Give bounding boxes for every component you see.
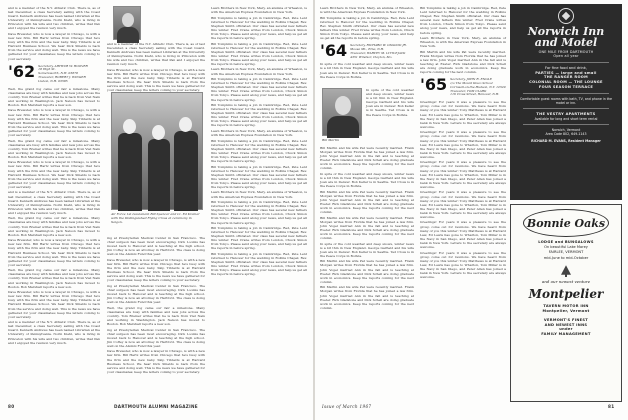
ad-line: For fine food and drink, — [545, 65, 587, 70]
portrait-photo — [322, 88, 362, 136]
column-text: Dave Brewster, who is now a lawyer in Chicago, is with a new law firm. Bill Hartz writes from Chicago that he's busy with the firm and the new baby. Skip Tibbetts is at Harvard Business School. We hear Dick Shields is back from the service and doing well. This is the news we have gathered for your classmates; keep the letters coming to your secretary. — [8, 160, 100, 189]
brand-name-2: Montpelier — [528, 287, 604, 302]
column-text: Bill Martin and his wife Pat were recently married. Frank Morgan writes from Florida that he has joined a law firm. John Vogel married Ann in the fall and is teaching at Exeter. Rick Gladstone and Dick Schell are doing graduate work in economics. Keep the reports coming for the next column. — [320, 285, 414, 310]
column-text: Bill Tompkins is taking a job in Cambridge. Red, Pete Lent returned to Hanover for the wedding in Rollins Chapel; Rev. Stephen Smith officiated. Our class has several new fathers this winter. Fred Crane writes from London, Chuck Simon from Tokyo. Please send along your news, and help us get all the reports in before spring. — [211, 77, 307, 102]
brand-name: Bonnie Oaks — [526, 216, 606, 230]
column-text: Well, the grand fog came our fair a milestone. Many classmates are busy with families and new jobs across the country. Tom Bremer writes that he is back from Viet Nam and working in Washington. Jack Nelson has moved to Boston. Bob Marshall reports a new son. — [8, 138, 100, 159]
magazine-title: DARTMOUTH ALUMNI MAGAZINE — [114, 404, 198, 409]
column-text: and is a member of the N.Y. Athletic Club. There is, as of last December, a class Secretary sailing with the Coast Guard. Kenneth Andrews has been named Librarian at the University of Pennsylvania. Norm Kiehl, who is living in Princeton with his wife and two children, writes that Pan and I enjoyed the reunion very much. — [8, 320, 100, 345]
portrait-photo — [113, 6, 141, 40]
column-text: Bill Martin and his wife Pat were recently married. Frank Morgan writes from Florida that he has joined a law firm. John Vogel married Ann in the fall and is teaching at Exeter. Rick Gladstone and Dick Schell are doing graduate work in economics. Keep the reports coming for the next column. — [320, 189, 414, 215]
class-officers: Secretary, RICHARD W. OSGOOD JR. Moose Mt., Etna, N.H. Treasurer, HARVEY M. LITTLEJACK 4351 Windsor, Clayton, Mo. — [350, 43, 407, 59]
ad-line: On beautiful Lake Morey FAIRLEE, VERMONT — [544, 244, 588, 254]
ad-line: mid-June to mid-October — [543, 256, 589, 261]
column-text: Bill Tompkins is taking a job in Cambridge. Red, Pete Lent returned to Hanover for the wedding in Rollins Chapel; Rev. Stephen Smith officiated. Our class has several new fathers this winter. Fred Crane writes from London, Chuck Simon from Tokyo. Please send along your news, and help us get all the reports in before spring. — [211, 138, 307, 164]
ad-line: VERMONT'S FINEST AND NEWEST INNS under FAMILY MANAGEMENT — [541, 317, 591, 337]
bonnie-oaks-ad[interactable] — [510, 204, 622, 402]
norwich-inn-ad[interactable] — [510, 4, 622, 200]
class-year: '64 — [320, 41, 348, 61]
issue-line: Issue of March 1967 — [322, 404, 372, 409]
brand-logo — [523, 209, 609, 237]
column-4-beside-photo — [366, 88, 414, 144]
column-text: Bill Tompkins is taking a job in Cambridge. Red, Pete Lent returned to Hanover for the wedding in Rollins Chapel; Rev. Stephen Smith officiated. Our class has several new fathers this winter. Fred Crane writes from London, Chuck Simon from Tokyo. Please send along your news, and help us get all the reports in before spring. — [211, 15, 307, 41]
column-text: Well, the grand fog came our fair a milestone. Many classmates are busy with families and new jobs across the country. Tom Bremer writes that he is back from Viet Nam and working in Washington. Jack Nelson has moved to Boston. Bob Marshall reports a new son. — [8, 216, 100, 237]
column-text: Dave Brewster, who is now a lawyer in Chicago, is with a new law firm. Bill Hartz writes from Chicago that he's busy with the firm and the new baby. Skip Tibbetts is at Harvard Business School. We hear Dick Shields is back from the service and doing well. This is the news we have gathered for your classmates; keep the letters coming to your secretary. — [8, 108, 100, 138]
column-text: Lawn Brothers in New York, Mary, an alumna of Wheaton, is with the American Express Foundation in New York. — [211, 67, 307, 76]
column-text: and is a member of the N.Y. Athletic Club. There is, as of last December, a class Secretary sailing with the Coast Guard. Kenneth Andrews has been named Librarian at the University of Pennsylvania. Norm Kiehl, who is living in Princeton with his wife and two children, writes that Pan and I enjoyed the reunion very much. — [107, 42, 205, 67]
column-text: Bill Martin and his wife Pat were recently married. Frank Morgan writes from Florida that he has joined a law firm. John Vogel married Ann in the fall and is teaching at Exeter. Rick Gladstone and Dick Schell are doing graduate work in economics. Keep the reports coming for the next column. — [320, 215, 414, 241]
class-header-64 — [320, 43, 414, 59]
column-text: Bill Martin and his wife Pat were recently married. Frank Morgan writes from Florida that he has joined a law firm. John Vogel married Ann in the fall and is teaching at Exeter. Rick Gladstone and Dick Schell are doing graduate work in economics. Keep the reports coming for the next column. — [320, 146, 414, 171]
column-text: Lawn Brothers in New York, Mary, an alumna of Wheaton, is with the American Express Foundation in New York. — [320, 6, 414, 15]
column-text: Greetings! For years it was a pleasure to see the group come out for reunions. We have heard from many of you this winter: Tony Matthews is at Harvard Law, Ed Lewis has gone to Wharton, Tom Miller is in the Navy in San Diego, and Peter Allen has joined a bank in New York. Letters to the secretary are always welcome. — [420, 220, 506, 250]
column-text: Bill Martin and his wife Pat were recently married. Frank Morgan writes from Florida that he has joined a law firm. John Vogel married Ann in the fall and is teaching at Exeter. Rick Gladstone and Dick Schell are doing graduate work in economics. Keep the reports coming for the next column. — [320, 259, 414, 284]
photo-caption: Bill Martin — [322, 138, 339, 142]
class-officers: Secretary, ARTHUR W. HOOVER 18 High St. Somersworth, N.H. 03878 Treasurer, ROBERT J. WINGER Lisbon, N.H. 03585 — [38, 63, 88, 83]
column-text: ing at Presbyterian Medical Center in San Francisco. The chief surgeon has been most encouraging. Dick Loomis has moved back to Hanover and is teaching at the high school. Jim Coffey is now an attorney in Hartford. The class is doing well on the Alumni Fund this year. — [107, 283, 205, 305]
tree-icon — [561, 265, 571, 277]
class-year: '65 — [420, 75, 448, 95]
column-text: Bill Tompkins is taking a job in Cambridge. Red, Pete Lent returned to Hanover for the wedding in Rollins Chapel; Rev. Stephen Smith officiated. Our class has several new fathers this winter. Fred Crane writes from London, Chuck Simon from Tokyo. Please send along your news, and help us get all the reports in before spring. — [211, 41, 307, 66]
column-text: Lawn Brothers in New York, Mary, an alumna of Wheaton, is with the American Express Foundation in New York. — [211, 190, 307, 199]
column-text: Bill Tompkins is taking a job in Cambridge. Red, Pete Lent returned to Hanover for the wedding in Rollins Chapel; Rev. Stephen Smith officiated. Our class has several new fathers this winter. Fred Crane writes from London, Chuck Simon from Tokyo. Please send along your news, and help us get all the reports in before spring. — [211, 251, 307, 277]
advertisement-column — [510, 4, 622, 402]
column-1 — [8, 6, 100, 400]
column-text: Dave Brewster, who is now a lawyer in Chicago, is with a new law firm. Bill Hartz writes from Chicago that he's busy with the firm and the new baby. Skip Tibbetts is at Harvard Business School. We hear Dick Shields is back from the service and doing well. This is the news we have gathered for your classmates; keep the letters coming to your secretary. — [107, 67, 205, 93]
column-text: Dave Brewster, who is now a lawyer in Chicago, is with a new law firm. Bill Hartz writes from Chicago that he's busy with the firm and the new baby. Skip Tibbetts is at Harvard Business School. We hear Dick Shields is back from the service and doing well. This is the news we have gathered for your classmates; keep the letters coming to your secretary. — [107, 349, 205, 374]
page-gutter — [313, 0, 315, 420]
column-text: Well, the grand fog came our fair a milestone. Many classmates are busy with families and new jobs across the country. Tom Bremer writes that he is back from Viet Nam and working in Washington. Jack Nelson has moved to Boston. Bob Marshall reports a new son. — [8, 86, 100, 107]
ad-line: FOUR SEASON TERRACE — [538, 85, 594, 89]
class-year: '62 — [8, 61, 36, 81]
column-text: Greetings! For years it was a pleasure to see the group come out for reunions. We have heard from many of you this winter: Tony Matthews is at Harvard Law, Ed Lewis has gone to Wharton, Tom Miller is in the Navy in San Diego, and Peter Allen has joined a bank in New York. Letters to the secretary are always welcome. — [420, 160, 506, 189]
column-text: Bill Tompkins is taking a job in Cambridge. Red, Pete Lent returned to Hanover for the wedding in Rollins Chapel; Rev. Stephen Smith officiated. Our class has several new fathers this winter. Fred Crane writes from London, Chuck Simon from Tokyo. Please send along your news, and help us get all the reports in before spring. — [420, 6, 506, 35]
ad-divider — [523, 93, 609, 94]
column-text: and is a member of the N.Y. Athletic Club. There is, as of last December, a class Secretary sailing with the Coast Guard. Kenneth Andrews has been named Librarian at the University of Pennsylvania. Norm Kiehl, who is living in Princeton with his wife and two children, writes that Pan and I enjoyed the reunion very much. — [8, 6, 100, 31]
ad-line: THE RANGER ROOM — [543, 75, 589, 80]
column-text: Bill Tompkins is taking a job in Cambridge. Red, Pete Lent returned to Hanover for the wedding in Rollins Chapel; Rev. Stephen Smith officiated. Our class has several new fathers this winter. Fred Crane writes from London, Chuck Simon from Tokyo. Please send along your news, and help us get all the reports in before spring. — [211, 164, 307, 189]
column-2-lower — [107, 236, 205, 400]
column-text: Dave Brewster, who is now a lawyer in Chicago, is with a new law firm. Bill Hartz writes from Chicago that he's busy with the firm and the new baby. Skip Tibbetts is at Harvard Business School. We hear Dick Shields is back from the service and doing well. This is the news we have gathered for your classmates; keep the letters coming to your secretary. — [107, 257, 205, 283]
ad-divider — [523, 124, 609, 125]
ad-line: LODGE and BUNGALOWS — [538, 240, 594, 244]
column-text: Well, the grand fog came our fair a milestone. Many classmates are busy with families and new jobs across the country. Tom Bremer writes that he is back from Viet Nam and working in Washington. Jack Nelson has moved to Boston. Bob Marshall reports a new son. — [107, 305, 205, 327]
photo-caption: Air Force 1st Lieutenant Bill Spencer and Lt. Ed Kramer with the Distinguished Flying Cross at ceremony in Saigon. — [111, 212, 200, 224]
column-text: Dave Brewster, who is now a lawyer in Chicago, is with a new law firm. Bill Hartz writes from Chicago that he's busy with the firm and the new baby. Skip Tibbetts is at Harvard Business School. We hear Dick Shields is back from the service and doing well. This is the news we have gathered for your classmates; keep the letters coming to your secretary. — [8, 31, 100, 61]
ad-manager: RICHARD M. EVANS, Resident Manager — [531, 138, 601, 143]
column-text: ing at Presbyterian Medical Center in San Francisco. The chief surgeon has been most encouraging. Dick Loomis has moved back to Hanover and is teaching at the high school. Jim Coffey is now an attorney in Hartford. The class is doing well on the Alumni Fund this year. — [107, 327, 205, 348]
column-text: Bill Tompkins is taking a job in Cambridge. Red, Pete Lent returned to Hanover for the wedding in Rollins Chapel; Rev. Stephen Smith officiated. Our class has several new fathers this winter. Fred Crane writes from London, Chuck Simon from Tokyo. Please send along your news, and help us get all the reports in before spring. — [211, 103, 307, 128]
column-text: and is a member of the N.Y. Athletic Club. There is, as of last December, a class Secretary sailing with the Coast Guard. Kenneth Andrews has been named Librarian at the University of Pennsylvania. Norm Kiehl, who is living in Princeton with his wife and two children, writes that Pan and I enjoyed the reunion very much. — [8, 190, 100, 215]
ad-subtitle: ONE MILE FROM DARTMOUTH Open all year — [538, 50, 594, 59]
class-header-62 — [8, 61, 100, 84]
column-text: Bill Tompkins is taking a job in Cambridge. Red, Pete Lent returned to Hanover for the wedding in Rollins Chapel; Rev. Stephen Smith officiated. Our class has several new fathers this winter. Fred Crane writes from London, Chuck Simon from Tokyo. Please send along your news, and help us get all the reports in before spring. — [320, 15, 414, 41]
class-header-65 — [420, 77, 506, 97]
ad-line: Available for long and short term rental — [534, 117, 598, 121]
ad-divider — [523, 108, 609, 109]
ad-line: TAVERN MOTOR INN Montpelier, Vermont — [542, 304, 590, 313]
column-text: Greetings! For years it was a pleasure to see the group come out for reunions. We have heard from many of you this winter: Tony Matthews is at Harvard Law, Ed Lewis has gone to Wharton, Tom Miller is in the Navy in San Diego, and Peter Allen has joined a bank in New York. Letters to the secretary are always welcome. — [420, 190, 506, 219]
column-text: Well, the grand fog came our fair a milestone. Many classmates are busy with families and new jobs across the country. Tom Bremer writes that he is back from Viet Nam and working in Washington. Jack Nelson has moved to Boston. Bob Marshall reports a new son. — [8, 268, 100, 289]
ad-line: and our newest venture — [541, 279, 591, 285]
column-text: In spite of the cold weather and deep snows, winter news is a bit thin in New England. George Garfield and his wife Joan are in Denver. Bob Keller is in Seattle. Ted Cross is in the Peace Corps in Bolivia. — [320, 241, 414, 258]
column-text: Bill Martin and his wife Pat were recently married. Frank Morgan writes from Florida that he has joined a law firm. John Vogel married Ann in the fall and is teaching at Exeter. Rick Gladstone and Dick Schell are doing graduate work in economics. Keep the reports coming for the next column. — [420, 49, 506, 75]
column-text: Bill Tompkins is taking a job in Cambridge. Red, Pete Lent returned to Hanover for the wedding in Rollins Chapel; Rev. Stephen Smith officiated. Our class has several new fathers this winter. Fred Crane writes from London, Chuck Simon from Tokyo. Please send along your news, and help us get all the reports in before spring. — [211, 200, 307, 225]
column-text: Lawn Brothers in New York, Mary, an alumna of Wheaton, is with the American Express Foundation in New York. — [211, 128, 307, 138]
ad-line: THE VESTRY APARTMENTS — [536, 112, 596, 117]
ad-contact: Norwich, Vermont Area Code 802, 649-1143 — [545, 128, 587, 137]
column-text: In spite of the cold weather and deep snows, winter news is a bit thin in New England. George Garfield and his wife Joan are in Denver. Bob Keller is in Seattle. Ted Cross is in the Peace Corps in Bolivia. — [320, 62, 414, 79]
column-text: Dave Brewster, who is now a lawyer in Chicago, is with a new law firm. Bill Hartz writes from Chicago that he's busy with the firm and the new baby. Skip Tibbetts is at Harvard Business School. We hear Dick Shields is back from the service and doing well. This is the news we have gathered for your classmates; keep the letters coming to your secretary. — [8, 290, 100, 319]
ad-line: PARTIES — large and small — [535, 70, 597, 75]
column-text: Greetings! For years it was a pleasure to see the group come out for reunions. We have heard from many of you this winter: Tony Matthews is at Harvard Law, Ed Lewis has gone to Wharton, Tom Miller is in the Navy in San Diego, and Peter Allen has joined a bank in New York. Letters to the secretary are always welcome. — [420, 130, 506, 159]
column-5 — [420, 6, 506, 400]
column-text: Dave Brewster, who is now a lawyer in Chicago, is with a new law firm. Bill Hartz writes from Chicago that he's busy with the firm and the new baby. Skip Tibbetts is at Harvard Business School. We hear Dick Shields is back from the service and doing well. This is the news we have gathered for your classmates; keep the letters coming to your secretary. — [8, 238, 100, 267]
page-number-left: 80 — [8, 404, 15, 409]
ad-divider — [523, 62, 609, 63]
column-text: In spite of the cold weather and deep snows, winter news is a bit thin in New England. George Garfield and his wife Joan are in Denver. Bob Keller is in Seattle. Ted Cross is in the Peace Corps in Bolivia. — [366, 88, 414, 117]
column-text: ing at Presbyterian Medical Center in San Francisco. The chief surgeon has been most encouraging. Dick Loomis has moved back to Hanover and is teaching at the high school. Jim Coffey is now an attorney in Hartford. The class is doing well on the Alumni Fund this year. — [107, 236, 205, 257]
column-2 — [107, 42, 205, 93]
inn-logo-icon — [558, 8, 574, 24]
ad-title: Norwich Inn and Motel — [527, 25, 605, 49]
ad-line: COLONIAL ROOM — THE LOUNGE — [529, 80, 603, 85]
ad-line: Comfortable guest rooms with bath, TV, and phone in the motel or inn. — [520, 96, 612, 105]
column-4-lower — [320, 146, 414, 400]
page-number-right: 81 — [608, 404, 615, 409]
column-text: Bill Tompkins is taking a job in Cambridge. Red, Pete Lent returned to Hanover for the wedding in Rollins Chapel; Rev. Stephen Smith officiated. Our class has several new fathers this winter. Fred Crane writes from London, Chuck Simon from Tokyo. Please send along your news, and help us get all the reports in before spring. — [211, 225, 307, 251]
class-officers: Secretary, JOHN R. ENGLE c/o The Mount Kisco School Cornwall-on-the-Hudson, N.Y. 12520 Treasurer, TOM CLARK 116 Cross Street, Hanover, N.H. — [450, 77, 506, 97]
award-photo — [111, 92, 203, 210]
column-text: Greetings! For years it was a pleasure to see the group come out for reunions. We have heard from many of you this winter: Tony Matthews is at Harvard Law, Ed Lewis has gone to Wharton, Tom Miller is in the Navy in San Diego, and Peter Allen has joined a bank in New York. Letters to the secretary are always welcome. — [420, 100, 506, 129]
column-text: Greetings! For years it was a pleasure to see the group come out for reunions. We have heard from many of you this winter: Tony Matthews is at Harvard Law, Ed Lewis has gone to Wharton, Tom Miller is in the Navy in San Diego, and Peter Allen has joined a bank in New York. Letters to the secretary are always welcome. — [420, 250, 506, 280]
column-text: Lawn Brothers in New York, Mary, an alumna of Wheaton, is with the American Express Foundation in New York. — [420, 36, 506, 49]
column-3 — [211, 6, 307, 400]
column-text: In spite of the cold weather and deep snows, winter news is a bit thin in New England. George Garfield and his wife Joan are in Denver. Bob Keller is in Seattle. Ted Cross is in the Peace Corps in Bolivia. — [320, 171, 414, 189]
column-text: Lawn Brothers in New York, Mary, an alumna of Wheaton, is with the American Express Foundation in New York. — [211, 6, 307, 15]
